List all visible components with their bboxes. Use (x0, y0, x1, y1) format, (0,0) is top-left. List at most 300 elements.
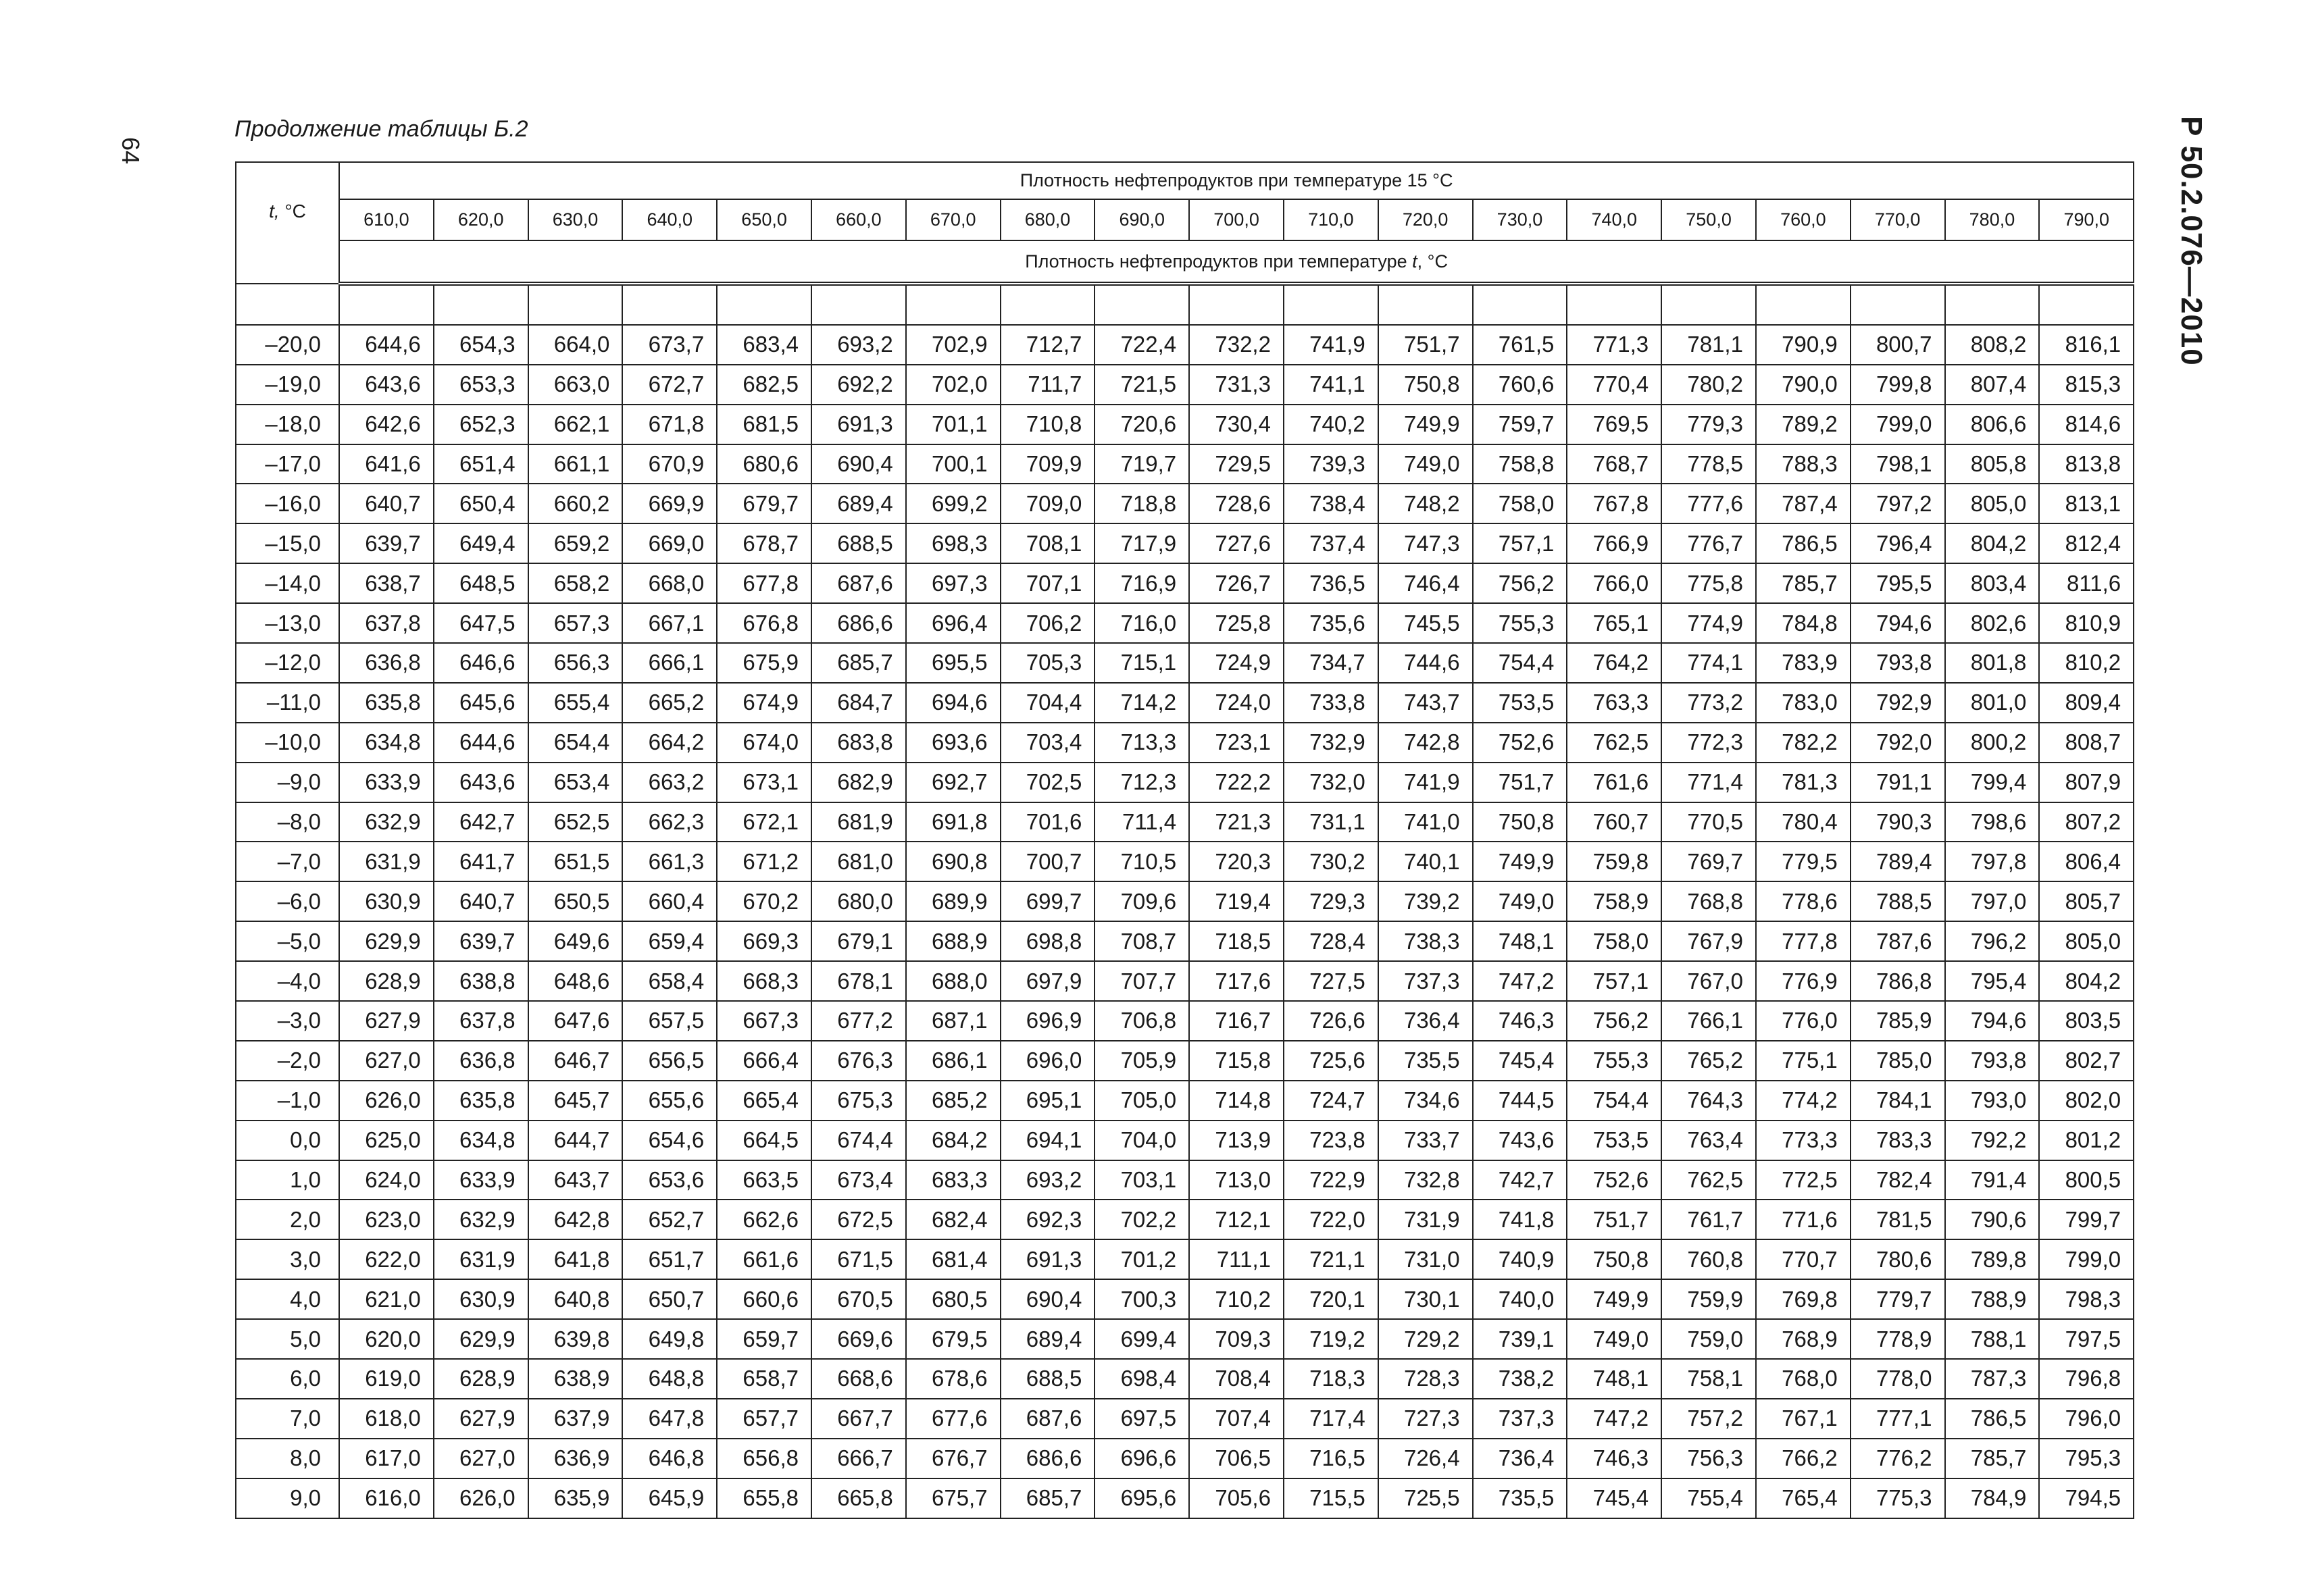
density-cell: 749,0 (1473, 881, 1567, 921)
density-cell: 784,8 (1756, 603, 1851, 643)
table-row (236, 683, 2134, 723)
density-cell: 807,4 (1945, 365, 2040, 405)
density-cell: 787,4 (1756, 484, 1851, 523)
density-cell: 626,0 (339, 1081, 434, 1121)
density-cell: 686,6 (811, 603, 906, 643)
density-cell: 666,1 (622, 643, 717, 683)
density-cell: 730,2 (1284, 842, 1378, 881)
density-cell: 799,0 (1851, 405, 1945, 444)
density-cell: 782,2 (1756, 723, 1851, 763)
density-cell: 724,7 (1284, 1081, 1378, 1121)
density-cell: 778,0 (1851, 1359, 1945, 1399)
density-cell: 639,7 (339, 523, 434, 563)
density-cell: 713,3 (1095, 723, 1189, 763)
density-cell: 743,7 (1378, 683, 1473, 723)
density-cell: 677,6 (906, 1399, 1001, 1439)
corner-var: t, (269, 201, 280, 222)
density-cell: 770,5 (1661, 802, 1756, 842)
density-cell: 750,8 (1473, 802, 1567, 842)
table-row (236, 405, 2134, 444)
density-cell: 708,4 (1189, 1359, 1284, 1399)
density-cell: 690,8 (906, 842, 1001, 881)
density-cell: 713,0 (1189, 1160, 1284, 1200)
density-cell: 731,1 (1284, 802, 1378, 842)
density-cell: 748,1 (1473, 921, 1567, 961)
density-cell: 667,3 (717, 1001, 811, 1041)
table-row (236, 1239, 2134, 1279)
density-cell: 732,0 (1284, 763, 1378, 802)
density-cell: 793,0 (1945, 1081, 2040, 1121)
density-cell: 790,6 (1945, 1200, 2040, 1239)
density-cell: 767,9 (1661, 921, 1756, 961)
density-cell: 642,8 (528, 1200, 623, 1239)
density-cell: 731,0 (1378, 1239, 1473, 1279)
density-cell: 778,6 (1756, 881, 1851, 921)
density-cell: 663,0 (528, 365, 623, 405)
density-cell: 682,9 (811, 763, 906, 802)
table-row (236, 1359, 2134, 1399)
density-cell: 796,2 (1945, 921, 2040, 961)
temperature-cell: –5,0 (236, 921, 339, 961)
density-cell: 757,1 (1473, 523, 1567, 563)
density-cell: 739,2 (1378, 881, 1473, 921)
density-cell: 637,9 (528, 1399, 623, 1439)
density-cell: 658,4 (622, 961, 717, 1001)
density-cell: 689,9 (906, 881, 1001, 921)
density-cell: 671,5 (811, 1239, 906, 1279)
density-cell: 724,9 (1189, 643, 1284, 683)
density-cell: 724,0 (1189, 683, 1284, 723)
temperature-column-header (236, 162, 339, 284)
density-cell: 731,3 (1189, 365, 1284, 405)
density-column-header: 660,0 (811, 199, 906, 240)
density-cell: 762,5 (1567, 723, 1661, 763)
density-cell: 810,2 (2039, 643, 2134, 683)
density-cell: 771,4 (1661, 763, 1756, 802)
density-cell: 747,3 (1378, 523, 1473, 563)
density-table (235, 161, 2134, 1519)
density-cell: 672,5 (811, 1200, 906, 1239)
density-cell: 798,1 (1851, 444, 1945, 484)
temperature-cell: –8,0 (236, 802, 339, 842)
density-cell: 697,5 (1095, 1399, 1189, 1439)
gap-cell (1473, 284, 1567, 325)
density-cell: 696,0 (1001, 1041, 1095, 1081)
density-cell: 696,4 (906, 603, 1001, 643)
density-cell: 694,6 (906, 683, 1001, 723)
density-cell: 707,7 (1095, 961, 1189, 1001)
density-cell: 758,8 (1473, 444, 1567, 484)
density-cell: 730,4 (1189, 405, 1284, 444)
density-cell: 668,3 (717, 961, 811, 1001)
density-cell: 722,9 (1284, 1160, 1378, 1200)
density-cell: 640,8 (528, 1279, 623, 1319)
table-row (236, 603, 2134, 643)
table-row (236, 1279, 2134, 1319)
temperature-cell: 9,0 (236, 1478, 339, 1518)
density-cell: 707,4 (1189, 1399, 1284, 1439)
density-cell: 745,4 (1567, 1478, 1661, 1518)
density-cell: 799,8 (1851, 365, 1945, 405)
table-row (236, 802, 2134, 842)
density-cell: 685,7 (811, 643, 906, 683)
density-cell: 794,6 (1851, 603, 1945, 643)
density-cell: 765,4 (1756, 1478, 1851, 1518)
temperature-cell: –15,0 (236, 523, 339, 563)
density-cell: 786,5 (1756, 523, 1851, 563)
density-cell: 692,2 (811, 365, 906, 405)
density-cell: 797,5 (2039, 1319, 2134, 1359)
density-cell: 695,5 (906, 643, 1001, 683)
density-cell: 797,8 (1945, 842, 2040, 881)
density-cell: 794,6 (1945, 1001, 2040, 1041)
density-cell: 767,0 (1661, 961, 1756, 1001)
density-cell: 753,5 (1567, 1121, 1661, 1160)
density-cell: 805,0 (1945, 484, 2040, 523)
density-cell: 669,0 (622, 523, 717, 563)
density-cell: 669,6 (811, 1319, 906, 1359)
temperature-cell: 6,0 (236, 1359, 339, 1399)
density-cell: 661,3 (622, 842, 717, 881)
density-cell: 740,9 (1473, 1239, 1567, 1279)
density-cell: 665,2 (622, 683, 717, 723)
density-cell: 647,8 (622, 1399, 717, 1439)
temperature-cell: –20,0 (236, 325, 339, 365)
density-cell: 702,0 (906, 365, 1001, 405)
density-cell: 637,8 (434, 1001, 528, 1041)
gap-cell (1095, 284, 1189, 325)
density-cell: 670,2 (717, 881, 811, 921)
density-cell: 716,0 (1095, 603, 1189, 643)
density-cell: 795,4 (1945, 961, 2040, 1001)
density-cell: 718,8 (1095, 484, 1189, 523)
density-cell: 675,3 (811, 1081, 906, 1121)
density-cell: 678,7 (717, 523, 811, 563)
density-cell: 755,3 (1567, 1041, 1661, 1081)
temperature-cell: –6,0 (236, 881, 339, 921)
density-cell: 731,9 (1378, 1200, 1473, 1239)
density-cell: 630,9 (434, 1279, 528, 1319)
density-cell: 788,1 (1945, 1319, 2040, 1359)
density-cell: 638,9 (528, 1359, 623, 1399)
temperature-cell: –3,0 (236, 1001, 339, 1041)
page-number: 64 (117, 137, 145, 165)
density-cell: 644,6 (339, 325, 434, 365)
density-cell: 805,0 (2039, 921, 2134, 961)
density-cell: 773,3 (1756, 1121, 1851, 1160)
density-at-t-header (339, 240, 2134, 284)
density-cell: 764,3 (1661, 1081, 1756, 1121)
density-cell: 695,6 (1095, 1478, 1189, 1518)
density-cell: 635,8 (434, 1081, 528, 1121)
density-cell: 769,5 (1567, 405, 1661, 444)
density-cell: 673,1 (717, 763, 811, 802)
density-cell: 678,1 (811, 961, 906, 1001)
density-cell: 660,6 (717, 1279, 811, 1319)
density-cell: 677,2 (811, 1001, 906, 1041)
density-cell: 770,4 (1567, 365, 1661, 405)
density-cell: 785,7 (1945, 1439, 2040, 1478)
table-row (236, 1160, 2134, 1200)
density-cell: 679,5 (906, 1319, 1001, 1359)
density-cell: 692,7 (906, 763, 1001, 802)
density-cell: 720,3 (1189, 842, 1284, 881)
density-cell: 627,9 (339, 1001, 434, 1041)
density-cell: 760,6 (1473, 365, 1567, 405)
density-cell: 652,5 (528, 802, 623, 842)
density-cell: 756,2 (1473, 563, 1567, 603)
temperature-cell: –18,0 (236, 405, 339, 444)
density-cell: 711,4 (1095, 802, 1189, 842)
density-cell: 783,3 (1851, 1121, 1945, 1160)
density-cell: 800,2 (1945, 723, 2040, 763)
density-cell: 628,9 (339, 961, 434, 1001)
density-cell: 683,3 (906, 1160, 1001, 1200)
density-cell: 722,0 (1284, 1200, 1378, 1239)
density-cell: 745,4 (1473, 1041, 1567, 1081)
density-cell: 734,6 (1378, 1081, 1473, 1121)
density-cell: 698,4 (1095, 1359, 1189, 1399)
density-cell: 683,4 (717, 325, 811, 365)
density-cell: 706,2 (1001, 603, 1095, 643)
density-cell: 712,7 (1001, 325, 1095, 365)
density-cell: 749,9 (1567, 1279, 1661, 1319)
density-cell: 657,7 (717, 1399, 811, 1439)
gap-cell (528, 284, 623, 325)
temperature-cell: –9,0 (236, 763, 339, 802)
density-cell: 617,0 (339, 1439, 434, 1478)
density-cell: 649,8 (622, 1319, 717, 1359)
density-cell: 651,4 (434, 444, 528, 484)
density-cell: 759,7 (1473, 405, 1567, 444)
density-cell: 722,4 (1095, 325, 1189, 365)
density-cell: 650,5 (528, 881, 623, 921)
density-cell: 717,6 (1189, 961, 1284, 1001)
density-cell: 650,4 (434, 484, 528, 523)
density-cell: 811,6 (2039, 563, 2134, 603)
density-cell: 648,5 (434, 563, 528, 603)
density-cell: 656,5 (622, 1041, 717, 1081)
density-cell: 659,7 (717, 1319, 811, 1359)
density-cell: 766,1 (1661, 1001, 1756, 1041)
density-cell: 670,9 (622, 444, 717, 484)
density-cell: 772,5 (1756, 1160, 1851, 1200)
density-cell: 681,9 (811, 802, 906, 842)
density-cell: 719,7 (1095, 444, 1189, 484)
density-cell: 756,2 (1567, 1001, 1661, 1041)
temperature-cell: 2,0 (236, 1200, 339, 1239)
density-cell: 681,5 (717, 405, 811, 444)
density-cell: 658,7 (717, 1359, 811, 1399)
density-cell: 691,3 (811, 405, 906, 444)
temperature-cell: –17,0 (236, 444, 339, 484)
density-cell: 654,4 (528, 723, 623, 763)
density-cell: 755,3 (1473, 603, 1567, 643)
density-cell: 780,4 (1756, 802, 1851, 842)
density-cell: 624,0 (339, 1160, 434, 1200)
density-cell: 648,8 (622, 1359, 717, 1399)
density-cell: 803,4 (1945, 563, 2040, 603)
table-row (236, 484, 2134, 523)
temperature-cell: 8,0 (236, 1439, 339, 1478)
standard-number: Р 50.2.076—2010 (2175, 116, 2208, 366)
density-cell: 690,4 (811, 444, 906, 484)
density-cell: 804,2 (2039, 961, 2134, 1001)
density-cell: 673,4 (811, 1160, 906, 1200)
density-cell: 767,8 (1567, 484, 1661, 523)
density-cell: 702,2 (1095, 1200, 1189, 1239)
gap-cell (906, 284, 1001, 325)
density-cell: 727,6 (1189, 523, 1284, 563)
header-gap-row (236, 284, 2134, 325)
density-cell: 676,8 (717, 603, 811, 643)
density-cell: 687,6 (811, 563, 906, 603)
density-cell: 636,8 (434, 1041, 528, 1081)
density-cell: 657,5 (622, 1001, 717, 1041)
density-cell: 701,2 (1095, 1239, 1189, 1279)
density-cell: 730,1 (1378, 1279, 1473, 1319)
density-cell: 784,9 (1945, 1478, 2040, 1518)
density-cell: 760,8 (1661, 1239, 1756, 1279)
density-cell: 707,1 (1001, 563, 1095, 603)
density-column-header: 690,0 (1095, 199, 1189, 240)
density-cell: 737,3 (1378, 961, 1473, 1001)
density-cell: 808,7 (2039, 723, 2134, 763)
density-cell: 618,0 (339, 1399, 434, 1439)
density-cell: 712,1 (1189, 1200, 1284, 1239)
density-cell: 796,4 (1851, 523, 1945, 563)
density-cell: 709,9 (1001, 444, 1095, 484)
density-cell: 664,5 (717, 1121, 811, 1160)
density-cell: 719,2 (1284, 1319, 1378, 1359)
density-cell: 626,0 (434, 1478, 528, 1518)
density-column-header: 750,0 (1661, 199, 1756, 240)
density-cell: 632,9 (434, 1200, 528, 1239)
density-cell: 799,0 (2039, 1239, 2134, 1279)
density-cell: 688,5 (1001, 1359, 1095, 1399)
density-cell: 771,3 (1567, 325, 1661, 365)
temperature-cell: 4,0 (236, 1279, 339, 1319)
temperature-cell: –11,0 (236, 683, 339, 723)
density-cell: 801,0 (1945, 683, 2040, 723)
table-row (236, 723, 2134, 763)
density-cell: 785,7 (1756, 563, 1851, 603)
density-column-header: 780,0 (1945, 199, 2040, 240)
density-cell: 635,8 (339, 683, 434, 723)
temperature-cell: –2,0 (236, 1041, 339, 1081)
density-cell: 704,4 (1001, 683, 1095, 723)
density-cell: 712,3 (1095, 763, 1189, 802)
density-cell: 815,3 (2039, 365, 2134, 405)
density-cell: 709,6 (1095, 881, 1189, 921)
density-cell: 700,7 (1001, 842, 1095, 881)
density-cell: 638,7 (339, 563, 434, 603)
density-cell: 655,6 (622, 1081, 717, 1121)
density-cell: 784,1 (1851, 1081, 1945, 1121)
density-cell: 699,2 (906, 484, 1001, 523)
density-cell: 656,3 (528, 643, 623, 683)
table-row (236, 365, 2134, 405)
gap-cell (1945, 284, 2040, 325)
density-cell: 781,5 (1851, 1200, 1945, 1239)
density-cell: 782,4 (1851, 1160, 1945, 1200)
density-cell: 711,7 (1001, 365, 1095, 405)
density-cell: 793,8 (1851, 643, 1945, 683)
density-cell: 790,9 (1756, 325, 1851, 365)
density-cell: 741,1 (1284, 365, 1378, 405)
density-column-header: 680,0 (1001, 199, 1095, 240)
density-at-15-header: Плотность нефтепродуктов при температуре 15 °С (339, 162, 2134, 199)
density-cell: 649,4 (434, 523, 528, 563)
density-cell: 779,3 (1661, 405, 1756, 444)
density-cell: 758,9 (1567, 881, 1661, 921)
density-cell: 768,8 (1661, 881, 1756, 921)
density-cell: 727,3 (1378, 1399, 1473, 1439)
density-cell: 680,5 (906, 1279, 1001, 1319)
density-cell: 766,9 (1567, 523, 1661, 563)
density-cell: 735,6 (1284, 603, 1378, 643)
table-row (236, 523, 2134, 563)
table-row (236, 881, 2134, 921)
density-cell: 759,8 (1567, 842, 1661, 881)
density-cell: 713,9 (1189, 1121, 1284, 1160)
density-cell: 674,9 (717, 683, 811, 723)
density-cell: 678,6 (906, 1359, 1001, 1399)
density-cell: 643,6 (434, 763, 528, 802)
density-cell: 752,6 (1567, 1160, 1661, 1200)
density-cell: 696,9 (1001, 1001, 1095, 1041)
density-cell: 761,7 (1661, 1200, 1756, 1239)
density-cell: 758,0 (1473, 484, 1567, 523)
gap-cell (339, 284, 434, 325)
density-cell: 666,7 (811, 1439, 906, 1478)
temperature-cell: 0,0 (236, 1121, 339, 1160)
density-cell: 759,0 (1661, 1319, 1756, 1359)
density-cell: 783,9 (1756, 643, 1851, 683)
density-cell: 715,5 (1284, 1478, 1378, 1518)
density-cell: 761,6 (1567, 763, 1661, 802)
density-cell: 729,5 (1189, 444, 1284, 484)
density-cell: 648,6 (528, 961, 623, 1001)
density-cell: 679,1 (811, 921, 906, 961)
table-row (236, 563, 2134, 603)
density-cell: 705,9 (1095, 1041, 1189, 1081)
density-cell: 703,4 (1001, 723, 1095, 763)
gap-cell (1378, 284, 1473, 325)
density-cell: 733,7 (1378, 1121, 1473, 1160)
density-cell: 646,8 (622, 1439, 717, 1478)
density-cell: 735,5 (1473, 1478, 1567, 1518)
density-cell: 665,8 (811, 1478, 906, 1518)
density-cell: 688,0 (906, 961, 1001, 1001)
density-cell: 775,1 (1756, 1041, 1851, 1081)
density-column-header: 730,0 (1473, 199, 1567, 240)
density-cell: 654,6 (622, 1121, 717, 1160)
density-cell: 686,6 (1001, 1439, 1095, 1478)
density-cell: 738,2 (1473, 1359, 1567, 1399)
density-cell: 710,2 (1189, 1279, 1284, 1319)
density-cell: 686,1 (906, 1041, 1001, 1081)
density-cell: 732,2 (1189, 325, 1284, 365)
density-cell: 726,6 (1284, 1001, 1378, 1041)
density-cell: 697,9 (1001, 961, 1095, 1001)
density-cell: 802,6 (1945, 603, 2040, 643)
density-cell: 620,0 (339, 1319, 434, 1359)
density-cell: 797,0 (1945, 881, 2040, 921)
density-cell: 723,1 (1189, 723, 1284, 763)
density-cell: 689,4 (811, 484, 906, 523)
density-cell: 645,6 (434, 683, 528, 723)
